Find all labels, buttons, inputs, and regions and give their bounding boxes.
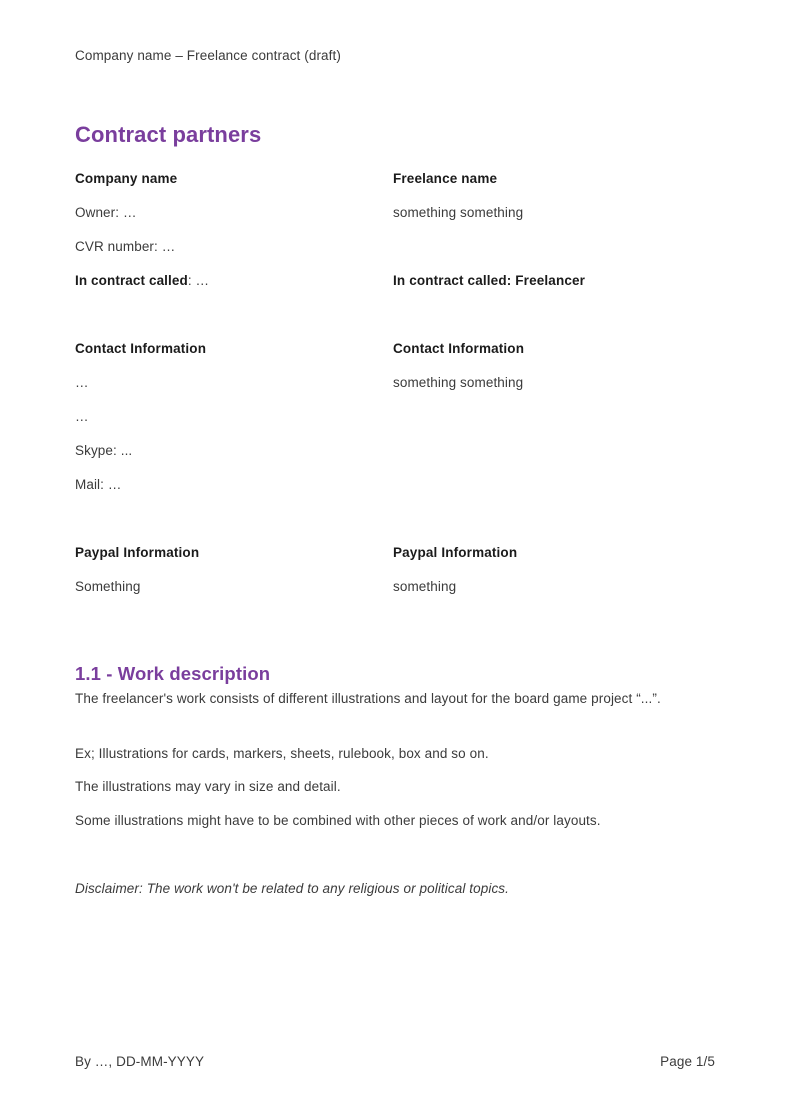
in-contract-called-freelance: In contract called: Freelancer	[393, 273, 586, 288]
in-contract-called-label: In contract called	[75, 273, 188, 288]
contact-information-company-cell	[75, 340, 385, 358]
footer-page-number: Page 1/5	[660, 1054, 715, 1069]
freelance-name-heading: Freelance name	[393, 171, 498, 186]
cvr-cell	[75, 238, 385, 256]
in-contract-called-value: : …	[187, 273, 210, 288]
owner-value: Owner: …	[75, 205, 137, 220]
contact-line-cell	[393, 374, 715, 392]
table-row	[75, 544, 715, 578]
contract-partners-table	[75, 170, 715, 612]
page-footer	[75, 1052, 715, 1072]
paypal-value-right: something	[393, 579, 457, 594]
paypal-information-heading-right: Paypal Information	[393, 545, 518, 560]
contact-line-right-1: something something	[393, 375, 524, 390]
skype-value: Skype: ...	[75, 443, 133, 458]
table-row	[75, 204, 715, 238]
cvr-number-value: CVR number: …	[75, 239, 176, 254]
freelance-detail-value: something something	[393, 205, 524, 220]
work-description-paragraph-3: The illustrations may vary in size and detail.	[75, 778, 341, 794]
contact-line-cell	[75, 408, 385, 426]
footer-author-date: By …, DD-MM-YYYY	[75, 1054, 205, 1069]
company-name-heading: Company name	[75, 171, 178, 186]
table-row	[75, 272, 715, 340]
table-row	[75, 408, 715, 442]
contact-line-cell	[75, 374, 385, 392]
contact-line-left-1: …	[75, 375, 89, 390]
mail-cell	[75, 476, 385, 494]
table-row	[75, 578, 715, 612]
document-running-header: Company name – Freelance contract (draft)	[75, 48, 341, 63]
section-heading-work-description: 1.1 - Work description	[75, 663, 271, 685]
paypal-value-left-cell	[75, 578, 385, 596]
table-row	[75, 238, 715, 272]
work-description-paragraph-4: Some illustrations might have to be combined with other pieces of work and/or layouts.	[75, 812, 601, 828]
contact-information-freelance-cell	[393, 340, 715, 358]
table-row	[75, 170, 715, 204]
paypal-heading-right-cell	[393, 544, 715, 562]
work-description-paragraph-1: The freelancer's work consists of different illustrations and layout for the board game project “...”.	[75, 690, 661, 706]
table-row	[75, 476, 715, 544]
freelance-detail-cell	[393, 204, 715, 222]
paypal-value-right-cell	[393, 578, 715, 596]
table-row	[75, 442, 715, 476]
in-contract-called-freelance-cell	[393, 272, 715, 290]
paypal-information-heading-left: Paypal Information	[75, 545, 200, 560]
contact-information-heading-left: Contact Information	[75, 341, 207, 356]
in-contract-called-company-cell	[75, 272, 385, 290]
partner-freelance-column	[393, 170, 715, 188]
paypal-heading-left-cell	[75, 544, 385, 562]
contact-information-heading-right: Contact Information	[393, 341, 525, 356]
contact-line-left-2: …	[75, 409, 89, 424]
work-description-disclaimer: Disclaimer: The work won't be related to any religious or political topics.	[75, 880, 510, 896]
owner-cell	[75, 204, 385, 222]
partner-company-column	[75, 170, 385, 188]
mail-value: Mail: …	[75, 477, 122, 492]
table-row	[75, 340, 715, 374]
work-description-paragraph-2: Ex; Illustrations for cards, markers, sheets, rulebook, box and so on.	[75, 745, 489, 761]
paypal-value-left: Something	[75, 579, 141, 594]
skype-cell	[75, 442, 385, 460]
table-row	[75, 374, 715, 408]
in-contract-called-company	[75, 272, 385, 290]
page-title: Contract partners	[75, 121, 262, 147]
